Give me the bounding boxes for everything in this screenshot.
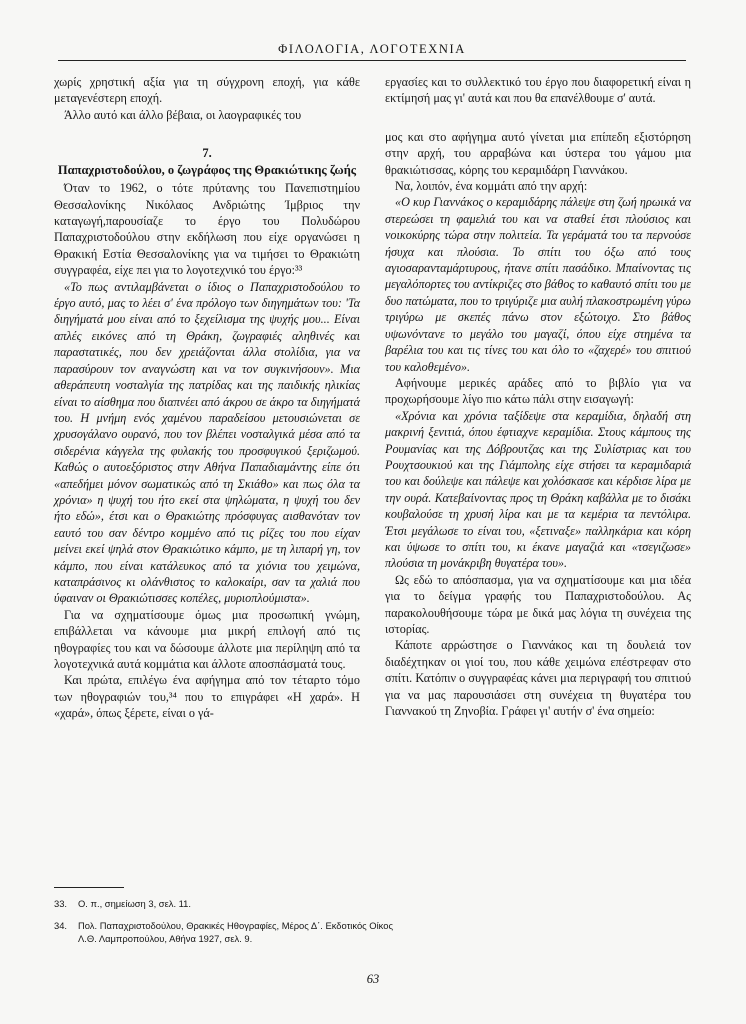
left-column xyxy=(54,74,360,722)
footnote xyxy=(54,897,694,911)
left-top-paragraph-2: Άλλο αυτό και άλλο βέβαια, οι λαογραφικές του xyxy=(64,107,302,122)
body-paragraph: μος και στο αφήγημα αυτό γίνεται μια επίπεδη εξιστόρηση στην αρχή, του αρραβώνα και ύστερα του γάμου μια θρακιώτισσας, κόρης του κεραμιδάρη Γιαννάκου. xyxy=(385,129,691,177)
footnote-number: 33. xyxy=(54,898,68,909)
quote-paragraph: «Χρόνια και χρόνια ταξίδεψε στα κεραμίδια, δηλαδή στη μακρινή ξενιτιά, όπου έφτιαχνε κεραμίδια. Στους κάμπους της Ρουμανίας και της Δόβρουτζας και της Συλίστριας και του Ρουχτσουκιού και της Γιάμπολης είχε στήσει τα κεραμιδαριά του και δούλεψε και πάλεψε και χολόσκασε και κέρδισε λίρα με την ουρά. Κατεβαίνοντας προς τη Θράκη καβάλλα με το δισάκι κουβαλούσε τη χρυσή λίρα και με τα κεμέρια τα πεντόλιρα. Έτσι μεγάλωσε το είναι του, «ξετιναξε» παλληκάρια και κόρη και ύψωσε το σπίτι του, κι έκανε μαγαζιά και «τσεγιζωσε» πλούσια τη μονάκριβη θυγατέρα του». xyxy=(385,408,691,571)
footnote-text: Ο. π., σημείωση 3, σελ. 11. xyxy=(78,898,191,909)
left-top-paragraph: χωρίς χρηστική αξία για τη σύγχρονη εποχή, για κάθε μεταγενέστερη εποχή. xyxy=(54,75,360,106)
footnote-text: Πολ. Παπαχριστοδούλου, Θρακικές Ηθογραφίες, Μέρος Δ΄. Εκδοτικός Οίκος xyxy=(78,919,393,931)
right-column xyxy=(385,74,691,719)
right-top-paragraph: εργασίες και το συλλεκτικό του έργο που διαφορετική είναι η εκτίμησή μας γι' αυτά και που θα επανέλθουμε σ' αυτά. xyxy=(385,75,691,106)
body-paragraph: Κάποτε αρρώστησε ο Γιαννάκος και τη δουλειά τον διαδέχτηκαν οι γιοί του, που κάθε χειμώνα επέστρεφαν στο σπίτι. Κατόπιν ο συγγραφέας κάνει μια περιγραφή του σπιτιού για να μας παρουσιάσει στη συνέχεια τη θυγατέρα του Γιαννακού τη Ζηνοβία. Γράφει γι' αυτήν σ' ένα σημείο: xyxy=(385,638,691,719)
body-paragraph: Όταν το 1962, ο τότε πρύτανης του Πανεπιστημίου Θεσσαλονίκης Νικόλαος Ανδριώτης Ίμβριος την καταγωγή,παρουσίαζε το έργο του Πολυδώρου Παπαχριστοδούλου στην εκδήλωση που είχε οργανώσει η Θρακική Εστία Θεσσαλονίκης για να τιμήσει το Θρακιώτη συγγραφέα, είχε πει για το λογοτεχνικό του έργο:³³ xyxy=(54,181,360,278)
section-number: 7. xyxy=(202,146,212,161)
body-paragraph: Για να σχηματίσουμε όμως μια προσωπική γνώμη, επιβάλλεται να κάνουμε μια μικρή επιλογή από τις ηθογραφίες του και να δώσουμε άλλοτε μια περίληψη από τα λογοτεχνικά αυτά κομμάτια και άλλοτε αποσπάσματά τους. xyxy=(54,607,360,671)
section-title: Παπαχριστοδούλου, ο ζωγράφος της Θρακιώτικης ζωής xyxy=(57,163,357,178)
body-paragraph: Αφήνουμε μερικές αράδες από το βιβλίο για να προχωρήσουμε λίγο πιο κάτω πάλι στην εισαγωγή: xyxy=(385,375,691,407)
quote-paragraph: «Ο κυρ Γιαννάκος ο κεραμιδάρης πάλεψε στη ζωή ηρωικά να στερεώσει τη φαμελιά του και να σταθεί έτσι πλούσιος και νοικοκύρης τώρα στην πολιτεία. Τα γεράματά του τα περνούσε ήσυχα και πλούσια. Το σπίτι του όξω από τους αγιοσαρανταμάρτυρους, ήτανε σπίτι πασάδικο. Μπαίνοντας τις μεγαλόπορτες του αντίκριζες στο βάθος το καθαυτό σπίτι του με δυο πατώματα, που το τριγύριζε μια αυλή πλακοστρωμένη γύρω τριγύρω με σκεπές πάνω στον εξώτοιχο. Στο βάθος υψωνόντανε το μεγάλο του μαγαζί, όπου είχε στημένα τα βαρέλια του και τις τίνες του και όλο το «ζαχερέ» του σπιτιού του καλοθεμένο». xyxy=(385,195,691,374)
body-paragraph: Ως εδώ το απόσπασμα, για να σχηματίσουμε και μια ιδέα για το δείγμα γραφής του Παπαχριστοδούλου. Ας παρακολουθήσουμε τώρα με δικά μας λόγια τη συνέχεια της ιστορίας. xyxy=(385,572,691,636)
running-header: ΦΙΛΟΛΟΓΙΑ, ΛΟΓΟΤΕΧΝΙΑ xyxy=(278,42,466,56)
footnotes xyxy=(54,897,694,954)
body-paragraph: Και πρώτα, επιλέγω ένα αφήγημα από τον τέταρτο τόμο των ηθογραφιών του,³⁴ που το επιγράφει «Η χαρά». Η «χαρά», όπως ξέρετε, είναι ο γά- xyxy=(54,673,360,721)
footnote xyxy=(54,919,694,946)
footnote-continuation: Λ.Θ. Λαμπροπούλου, Αθήνα 1927, σελ. 9. xyxy=(78,933,253,944)
quote-paragraph: «Το πως αντιλαμβάνεται ο ίδιος ο Παπαχριστοδούλου το έργο αυτό, μας το λέει σ' ένα πρόλογο των διηγημάτων του: 'Τα διηγήματά μου είναι από το ξεχείλισμα της ψυχής μου... Είναι απλές εικόνες από τη Θράκη, ζωγραφιές αληθινές και παραστατικές, που δεν χρειάζονται άλλα στολίδια, για να παρασύρουν τον αναγνώστη και να τον συγκινήσουν». Μια αθεράπευτη νοσταλγία της πατρίδας και της παιδικής ηλικίας είναι το αίσθημα που διαπνέει από άκρου σε άκρο τα διηγήματά του. Η μνήμη ενός χαμένου παραδείσου μετουσιώνεται σε χρυσογάλανο ουρανό, που τον βλέπει νοσταλγικά μέσα από τα σιδερένια κάγγελα της φυλακής του προσφυγικού ξεριζωμού. Καθώς ο αυτοεξόριστος στην Αθήνα Παπαδιαμάντης είπε ότι «απεδήμει μόνον σωματικώς από τη Σκιάθο» και πως όλα τα χρόνια» η ψυχή του ήτο εκεί στα ψηλώματα, η ψυχή του δεν ήτο εδώ», έτσι και ο Θρακιώτης πρόσφυγας αισθανόταν τον εαυτό του σαν δέντρο κομμένο από τις ρίζες του που είχαν μείνει εκεί ψηλά στον Θρακιώτικο κάμπο, με τη λιπαρή γη, τον κάμπο, που είναι κατάλευκος από τα χιόνια του χειμώνα, καταπράσινος κι ολάνθιστος το καλοκαίρι, σαν τα χαλιά που ύφαιναν οι Θρακιώτισσες κοπέλες, μυριοπλούμιστα». xyxy=(54,279,360,606)
footnote-rule xyxy=(54,887,124,888)
footnote-number: 34. xyxy=(54,919,68,931)
header-rule xyxy=(58,60,686,61)
page-number: 63 xyxy=(366,972,380,986)
body-paragraph: Να, λοιπόν, ένα κομμάτι από την αρχή: xyxy=(395,179,588,194)
